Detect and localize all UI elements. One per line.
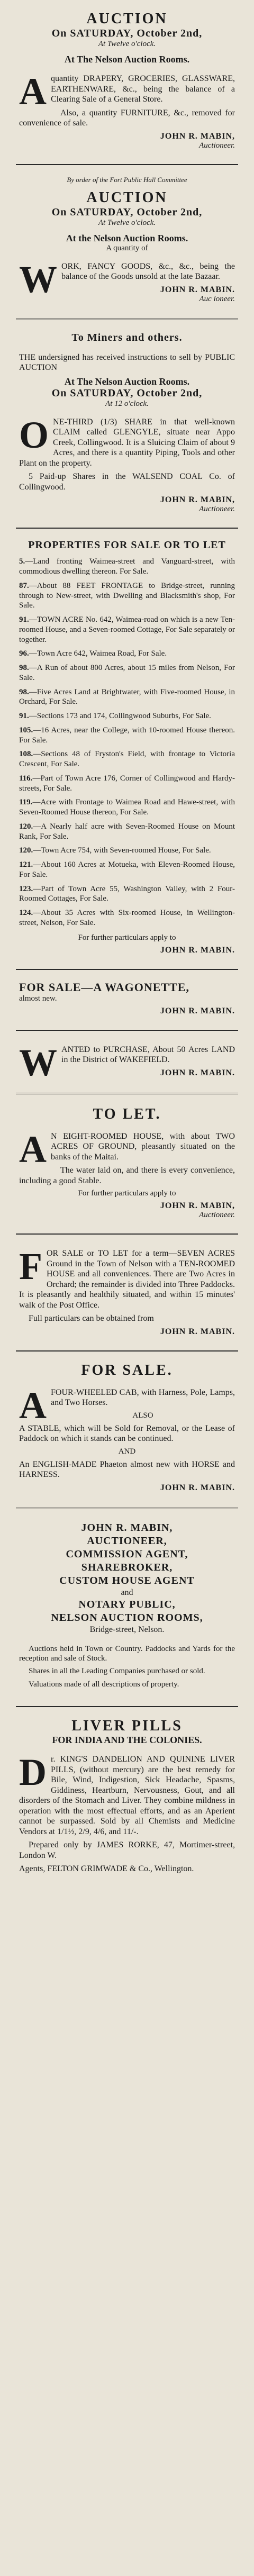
ad-time: At 12 o'clock. <box>105 399 149 408</box>
ad-text-2: Also, a quantity FURNITURE, &c., removed for convenience of sale. <box>19 108 235 128</box>
signature-name: JOHN R. MABIN, <box>160 131 235 141</box>
section-rule <box>16 1030 238 1031</box>
section-rule <box>16 1350 238 1352</box>
signature-name: JOHN R. MABIN. <box>160 285 235 294</box>
section-rule <box>16 528 238 529</box>
drop-cap: O <box>19 413 49 456</box>
item-text: —A Nearly half acre with Seven-Roomed House on Mount Rank, For Sale. <box>19 822 235 841</box>
ad-location: At The Nelson Auction Rooms. <box>64 54 190 65</box>
mabin-line: CUSTOM HOUSE AGENT <box>59 1574 195 1586</box>
ad-location: At the Nelson Auction Rooms. <box>66 232 188 243</box>
list-item <box>19 860 235 880</box>
ad-body <box>19 413 235 469</box>
ad-title: FOR SALE. <box>81 1362 173 1378</box>
ad-body <box>19 1245 235 1310</box>
ad-location: At The Nelson Auction Rooms. <box>64 376 190 387</box>
ad-subtitle: On SATURDAY, October 2nd, <box>51 387 203 399</box>
section-rule <box>16 1093 238 1094</box>
ad-footer: For further particulars apply to <box>78 1189 176 1198</box>
item-number: 98. <box>19 687 29 696</box>
ad-text-1: FOUR-WHEELED CAB, with Harness, Pole, Lamps, and Two Horses. <box>51 1387 235 1408</box>
item-text: —Town Acre 642, Waimea Road, For Sale. <box>29 649 167 658</box>
drop-cap: F <box>19 1245 42 1288</box>
ad-agents: Agents, FELTON GRIMWADE & Co., Wellington. <box>19 1864 194 1874</box>
list-item <box>19 884 235 904</box>
signature-block <box>19 946 235 955</box>
ad-title: To Miners and others. <box>71 331 183 343</box>
list-item <box>19 774 235 794</box>
item-text: —About 35 Acres with Six-roomed House, in Wellington-street, Nelson, For Sale. <box>19 909 235 927</box>
ad-text: ORK, FANCY GOODS, &c., &c., being the balance of the Goods unsold at the late Bazaar. <box>61 261 235 282</box>
list-item <box>19 581 235 611</box>
section-rule <box>16 164 238 165</box>
mabin-line: JOHN R. MABIN, <box>81 1521 173 1534</box>
mabin-line: AUCTIONEER, <box>87 1535 167 1547</box>
signature-name: JOHN R. MABIN. <box>160 1327 235 1336</box>
drop-cap: A <box>19 1128 47 1171</box>
item-number: 108. <box>19 750 33 759</box>
item-number: 123. <box>19 884 33 893</box>
ad-text-3: A STABLE, which will be Sold for Removal, or the Lease of Paddock on which it stands can be continued. <box>19 1423 235 1444</box>
signature-block <box>19 495 235 514</box>
ad-text-2: The water laid on, and there is every convenience, including a good Stable. <box>19 1166 235 1185</box>
list-item <box>19 557 235 577</box>
list-item <box>19 846 235 856</box>
item-number: 96. <box>19 649 29 658</box>
ad-line: FOR SALE—A WAGONETTE, <box>19 980 189 994</box>
ad-intro: A quantity of <box>106 243 148 252</box>
ad-text-2: Full particulars can be obtained from <box>29 1314 154 1323</box>
signature-name: JOHN R. MABIN. <box>160 1483 235 1492</box>
ad-title: AUCTION <box>86 189 168 206</box>
signature-role: Auctioneer. <box>199 505 235 514</box>
signature-name: JOHN R. MABIN, <box>160 495 235 505</box>
drop-cap: D <box>19 1751 47 1793</box>
signature-block <box>19 1483 235 1493</box>
ad-mabin-card <box>16 1516 238 1701</box>
ad-time: At Twelve o'clock. <box>98 218 156 227</box>
ad-text-1: Auctions held in Town or Country. Paddocks and Yards for the reception and sale of Stock. <box>19 1644 235 1663</box>
item-text: —Sections 173 and 174, Collingwood Suburbs, For Sale. <box>29 712 211 720</box>
mabin-line: SHAREBROKER, <box>81 1561 173 1573</box>
item-number: 121. <box>19 860 33 869</box>
list-item <box>19 711 235 721</box>
ad-body <box>19 1128 235 1171</box>
ad-text-3: Valuations made of all descriptions of property. <box>29 1680 179 1689</box>
mabin-line: NELSON AUCTION ROOMS, <box>51 1611 203 1623</box>
mabin-line: and <box>121 1588 133 1597</box>
section-rule <box>16 1706 238 1707</box>
ad-text-5: An ENGLISH-MADE Phaeton almost new with HORSE and HARNESS. <box>19 1459 235 1480</box>
ad-time: At Twelve o'clock. <box>98 40 156 48</box>
item-text: —About 88 FEET FRONTAGE to Bridge-street, running through to New-street, with Dwelling and Blacksmith's shop, For Sale. <box>19 581 235 610</box>
item-number: 5. <box>19 557 25 566</box>
item-text: —Part of Town Acre 176, Corner of Collingwood and Hardy-streets, For Sale. <box>19 774 235 793</box>
ad-title: TO LET. <box>93 1105 161 1122</box>
item-number: 87. <box>19 581 29 590</box>
ad-text-1: quantity DRAPERY, GROCERIES, GLASSWARE, EARTHENWARE, &c., being the balance of a Clearing Sale of a General Store. <box>51 74 235 104</box>
ad-body <box>19 70 235 113</box>
item-number: 120. <box>19 846 33 855</box>
item-number: 91. <box>19 712 29 720</box>
signature-block <box>19 1201 235 1220</box>
ad-cab-for-sale <box>16 1357 238 1501</box>
newspaper-column <box>11 0 243 1886</box>
drop-cap: W <box>19 258 57 301</box>
ad-auction-drapery <box>16 5 238 159</box>
section-rule <box>16 319 238 320</box>
list-item <box>19 908 235 928</box>
list-item <box>19 687 235 708</box>
ad-wagonette <box>16 975 238 1024</box>
ad-sub: almost new. <box>19 994 57 1003</box>
ad-title: LIVER PILLS <box>71 1718 183 1734</box>
ad-also: ALSO <box>132 1411 153 1420</box>
list-item <box>19 663 235 683</box>
ad-text-1: OR SALE or TO LET for a term—SEVEN ACRES Ground in the Town of Nelson with a TEN-ROOMED HOUSE and all conveniences. There are Two Acres in Orchard; the remainder is divided into Three Paddocks. It is pleasantly and healthily situated, and within 15 minutes' walk of the Post Office. <box>19 1249 235 1310</box>
list-item <box>19 615 235 645</box>
ad-text-2: Shares in all the Leading Companies purchased or sold. <box>29 1667 205 1676</box>
item-number: 119. <box>19 798 33 807</box>
ad-order: By order of the Fort Public Hall Committee <box>67 175 187 184</box>
ad-for-sale-or-let <box>16 1240 238 1345</box>
signature-name: JOHN R. MABIN. <box>160 945 235 955</box>
ad-miners-claim <box>16 326 238 523</box>
drop-cap: A <box>19 70 47 113</box>
signature-name: JOHN R. MABIN. <box>160 1068 235 1077</box>
ad-title: AUCTION <box>86 11 168 27</box>
ad-text: ANTED to PURCHASE, About 50 Acres LAND in the District of WAKEFIELD. <box>61 1045 235 1065</box>
ad-prep: Prepared only by JAMES RORKE, 47, Mortimer-street, London W. <box>19 1840 235 1860</box>
item-number: 91. <box>19 615 29 624</box>
ad-subtitle: FOR INDIA AND THE COLONIES. <box>52 1735 202 1745</box>
ad-text: r. KING'S DANDELION AND QUININE LIVER PILLS, (without mercury) are the best remedy for Bile, Wind, Indigestion, Sick Headache, Spasms, Giddiness, Heartburn, Nervousness, Gout, and all disorders of the Stomach and Liver. They combine mildness in operation with the most effectual efforts, and as an Aperient cannot be surpassed. Sold by all Chemists and Medicine Vendors at 1/1½, 2/9, 4/6, and 11/-. <box>19 1755 235 1836</box>
properties-list <box>19 557 235 928</box>
ad-text-2: 5 Paid-up Shares in the WALSEND COAL Co. of Collingwood. <box>19 472 235 492</box>
mabin-line: Bridge-street, Nelson. <box>89 1625 165 1634</box>
item-text: —Sections 48 of Fryston's Field, with frontage to Victoria Crescent, For Sale. <box>19 750 235 768</box>
item-text: —Part of Town Acre 55, Washington Valley, with 2 Four-Roomed Cottages, For Sale. <box>19 884 235 903</box>
ad-title: PROPERTIES FOR SALE OR TO LET <box>28 539 226 551</box>
item-text: —A Run of about 800 Acres, about 15 miles from Nelson, For Sale. <box>19 664 235 682</box>
ad-intro: THE undersigned has received instructions to sell by PUBLIC AUCTION <box>19 352 235 373</box>
item-number: 124. <box>19 909 33 917</box>
item-number: 116. <box>19 774 33 783</box>
signature-block <box>19 1327 235 1337</box>
signature-role: Auctioneer. <box>199 141 235 150</box>
signature-name: JOHN R. MABIN. <box>160 1006 235 1015</box>
ad-auction-fancy-goods <box>16 170 238 312</box>
section-rule <box>16 1508 238 1509</box>
ad-footer: For further particulars apply to <box>78 933 176 942</box>
mabin-line: COMMISSION AGENT, <box>66 1548 188 1560</box>
signature-role: Auctioneer. <box>199 1211 235 1220</box>
signature-block <box>19 132 235 150</box>
ad-subtitle: On SATURDAY, October 2nd, <box>51 206 203 218</box>
ad-properties <box>16 534 238 963</box>
ad-subtitle: On SATURDAY, October 2nd, <box>51 28 203 39</box>
list-item <box>19 822 235 842</box>
drop-cap: A <box>19 1384 47 1427</box>
ad-body <box>19 1751 235 1837</box>
item-number: 120. <box>19 822 33 831</box>
ad-to-let <box>16 1101 238 1229</box>
list-item <box>19 749 235 769</box>
signature-role: Auc ioneer. <box>199 294 235 303</box>
list-item <box>19 797 235 818</box>
item-text: —Land fronting Waimea-street and Vanguard-street, with commodious dwelling thereon. For Sale. <box>19 557 235 576</box>
ad-text-1: N EIGHT-ROOMED HOUSE, with about TWO ACRES OF GROUND, pleasantly situated on the banks of the Maitai. <box>51 1131 235 1162</box>
drop-cap: W <box>19 1041 57 1084</box>
item-number: 105. <box>19 725 33 734</box>
signature-block <box>19 1006 235 1016</box>
ad-and: AND <box>118 1447 136 1456</box>
section-rule <box>16 1233 238 1235</box>
list-item <box>19 725 235 746</box>
section-rule <box>16 969 238 970</box>
item-text: —Acre with Frontage to Waimea Road and Hawe-street, with Seven-Roomed House thereon, For Sale. <box>19 798 235 817</box>
signature-name: JOHN R. MABIN, <box>160 1201 235 1211</box>
item-text: —Five Acres Land at Brightwater, with Five-roomed House, in Orchard, For Sale. <box>19 687 235 706</box>
mabin-line: NOTARY PUBLIC, <box>78 1598 176 1610</box>
item-text: —About 160 Acres at Motueka, with Eleven-Roomed House, For Sale. <box>19 860 235 879</box>
ad-liver-pills <box>16 1712 238 1886</box>
item-number: 98. <box>19 664 29 672</box>
ad-wanted <box>16 1036 238 1086</box>
item-text: —Town Acre 754, with Seven-roomed House, For Sale. <box>33 846 211 855</box>
item-text: —16 Acres, near the College, with 10-roomed House thereon. For Sale. <box>19 725 235 745</box>
item-text: —TOWN ACRE No. 642, Waimea-road on which is a new Ten-roomed House, and a Seven-roomed Cottage, For Sale separately or together. <box>19 615 235 644</box>
list-item <box>19 649 235 659</box>
ad-text-1: NE-THIRD (1/3) SHARE in that well-known CLAIM called GLENGYLE, situate near Appo Creek, Collingwood. It is a Sluicing Claim of about 9 Acres, and there is a quantity Piping, Tools and other Plant on the property. <box>19 417 235 468</box>
